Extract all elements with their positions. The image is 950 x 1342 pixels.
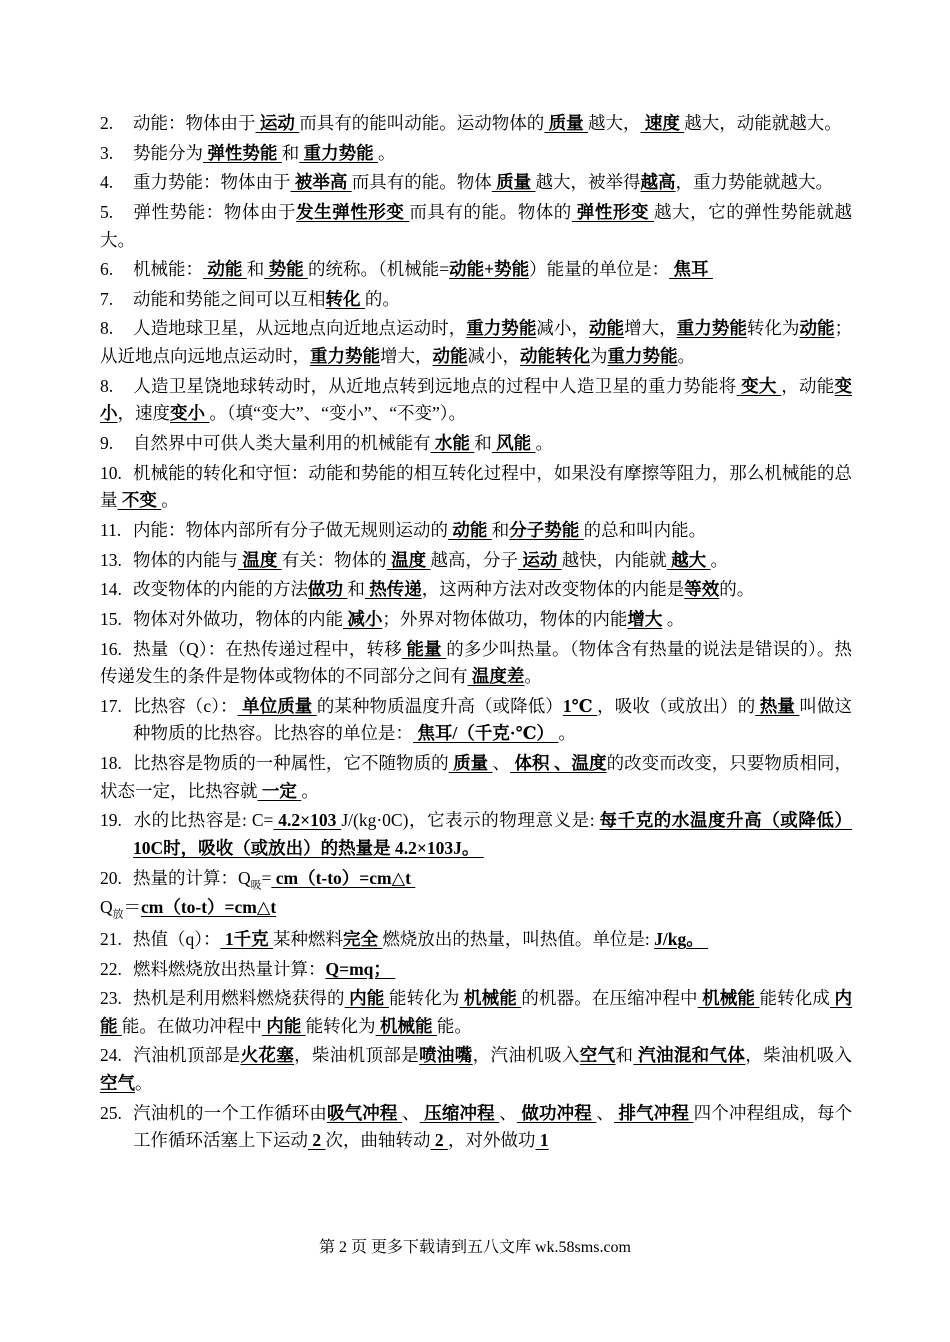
text-run: 汽油机的一个工作循环由 — [133, 1102, 328, 1123]
text-run: 。 — [378, 142, 396, 163]
list-item — [100, 985, 852, 1040]
text-run: 越快，内能就 — [561, 549, 667, 570]
item-number: 8. — [100, 318, 114, 339]
answer-blank: 变小 — [100, 375, 853, 424]
text-run: 的改变而改变，只要物质相同，状态一定，比热容就 — [100, 753, 853, 801]
list-item — [100, 606, 852, 634]
answer-blank: 重力势能 — [607, 346, 678, 367]
text-run: ，柴油机吸入 — [745, 1045, 853, 1066]
answer-blank: 动能 — [448, 519, 492, 540]
answer-blank: 温度 — [386, 549, 431, 570]
text-run: 的统称。（机械能= — [308, 259, 450, 280]
answer-blank: 质量 — [448, 753, 493, 774]
answer-blank: 弹性形变 — [571, 201, 654, 222]
item-number: 2. — [100, 113, 114, 133]
answer-blank: 动能 — [432, 346, 468, 367]
answer-blank: 热传递 — [364, 579, 422, 600]
text-run: ）能量的单位是： — [529, 259, 670, 280]
text-run: 。 — [161, 490, 179, 511]
text-run: ；外界对物体做功，物体的内能 — [382, 608, 628, 629]
answer-blank: 吸气冲程 — [327, 1102, 403, 1123]
text-run: ，吸收（或放出）的 — [597, 695, 756, 716]
text-run: ，对外做功 — [448, 1130, 536, 1151]
answer-blank: 火花塞 — [240, 1045, 295, 1066]
text-run: 四个冲程组成，每个工作循环活塞上下运动 — [133, 1102, 853, 1151]
answer-blank: 1千克 — [220, 928, 273, 949]
text-run: 物体的内能与 — [133, 549, 238, 570]
text-run: 某种燃料 — [273, 928, 343, 949]
text-run: 能转化为 — [388, 988, 460, 1009]
list-item — [100, 256, 852, 284]
text-run: 越大，被举得 — [535, 172, 641, 193]
text-run: ，速度 — [117, 403, 170, 424]
text-run: 和 — [347, 579, 365, 600]
text-run: 的。 — [364, 288, 400, 309]
text-run: 的多少叫热量。（物体含有热量的说法是错误的）。热传递发生的条件是物体或物体的不同部分之间有 — [100, 638, 853, 687]
answer-blank: 质量 — [491, 172, 536, 193]
answer-blank: 内能 — [100, 988, 853, 1036]
answer-blank: 压缩冲程 — [419, 1102, 500, 1123]
text-run: 、 — [492, 753, 511, 774]
text-run: 的机器。在压缩冲程中 — [521, 988, 698, 1009]
item-number: 14. — [100, 579, 122, 600]
answer-blank: 动能 — [799, 318, 835, 339]
answer-blank: 1℃ — [562, 695, 598, 716]
text-run: 动能和势能之间可以互相 — [133, 288, 326, 309]
text-run: 机械能的转化和守恒：动能和势能的相互转化过程中，如果没有摩擦等阻力，那么机械能的总量 — [100, 462, 852, 511]
list-item — [100, 807, 852, 862]
text-run: ，重力势能就越大。 — [675, 172, 833, 193]
text-run: 增大， — [624, 318, 677, 339]
answer-blank: 排气冲程 — [614, 1102, 694, 1123]
answer-blank: 重力势能 — [466, 318, 537, 339]
text-run: 的总和叫内能。 — [583, 519, 707, 540]
text-run: 和 — [281, 142, 300, 163]
answer-blank: 机械能 — [375, 1015, 437, 1036]
text-run: 。 — [662, 608, 685, 629]
answer-blank: 势能 — [264, 259, 308, 280]
text-run: 汽油机顶部是 — [133, 1045, 241, 1066]
text-run: ，汽油机吸入 — [472, 1045, 580, 1066]
text-run: 动能：物体由于 — [133, 113, 256, 133]
list-item — [100, 750, 852, 805]
text-run: 能转化为 — [305, 1015, 376, 1036]
answer-blank: 焦耳/（千克·℃） — [413, 723, 559, 744]
text-run: 人造地球卫星，从远地点向近地点运动时， — [133, 318, 467, 339]
text-run: 有关：物体的 — [281, 549, 387, 570]
answer-blank: 汽油混和气体 — [633, 1045, 746, 1066]
answer-blank: 内能 — [261, 1015, 306, 1036]
text-run: 吸 — [250, 879, 262, 892]
page-footer: 第 2 页 更多下载请到五八文库 wk.58sms.com — [318, 1238, 631, 1256]
text-run: ；从近地点向远地点运动时， — [100, 318, 853, 367]
answer-blank: 质量 — [544, 113, 588, 133]
text-run: 比热容（c）： — [133, 695, 238, 716]
item-number: 4. — [100, 172, 114, 193]
list-item — [100, 430, 852, 458]
item-number: 16. — [100, 638, 122, 659]
text-run: 减小， — [536, 318, 590, 339]
answer-blank: 单位质量 — [237, 695, 317, 716]
text-run: 而具有的能叫动能。运动物体的 — [299, 113, 545, 133]
answer-blank: 每千克的水温度升高（或降低）10C时，吸收（或放出）的热量是 4.2×103J。 — [133, 810, 852, 859]
answer-blank: 等效 — [684, 579, 720, 600]
answer-blank: 速度 — [640, 113, 685, 133]
answer-blank: 发生弹性形变 — [296, 201, 410, 222]
list-item — [100, 517, 852, 545]
answer-blank: 变大 — [736, 375, 782, 396]
text-run: 和 — [246, 259, 265, 280]
text-run: 。（填“变大”、“变小”、“不变”）。 — [209, 403, 466, 424]
list-item — [100, 169, 852, 197]
text-run: Q — [100, 897, 113, 918]
text-run: 热值（q）： — [133, 928, 221, 949]
text-run: 自然界中可供人类大量利用的机械能有 — [133, 433, 431, 454]
answer-blank: 水能 — [430, 433, 475, 454]
list-item — [100, 199, 852, 254]
text-run: 。 — [135, 1073, 153, 1094]
list-item — [100, 926, 852, 954]
text-run: 减小， — [467, 346, 520, 367]
item-number: 8. — [100, 375, 114, 396]
text-run: 的。 — [719, 579, 755, 600]
item-number: 25. — [100, 1102, 122, 1123]
answer-blank: 动能+势能 — [449, 259, 530, 280]
text-run: 热量（Q）：在热传递过程中，转移 — [133, 638, 402, 659]
text-run: ，柴油机顶部是 — [294, 1045, 420, 1066]
text-run: ，这两种方法对改变物体的内能是 — [421, 579, 685, 600]
text-run: 越高，分子 — [430, 549, 518, 570]
answer-blank: 热量 — [755, 695, 800, 716]
answer-blank: 运动 — [518, 549, 562, 570]
list-item — [100, 1100, 852, 1155]
item-number: 23. — [100, 988, 122, 1009]
text-run: 、 — [499, 1102, 517, 1123]
answer-blank: 完全 — [343, 928, 383, 949]
item-number: 17. — [100, 695, 122, 716]
answer-blank: 分子势能 — [509, 519, 584, 540]
text-run: 机械能： — [133, 259, 203, 280]
answer-blank: 空气 — [100, 1073, 135, 1094]
item-number: 19. — [100, 810, 122, 831]
text-run: 热量的计算：Q — [133, 867, 251, 888]
item-number: 10. — [100, 462, 122, 483]
text-run: 越大，它的弹性势能就越大。 — [100, 201, 853, 250]
answer-blank: 变小 — [170, 403, 210, 424]
text-run: 燃料燃烧放出热量计算： — [133, 958, 326, 979]
answer-blank: 越大 — [666, 549, 711, 570]
text-run: 和 — [491, 519, 510, 540]
text-run: 越大，动能就越大。 — [684, 113, 842, 133]
item-number: 11. — [100, 519, 122, 540]
list-item — [100, 547, 852, 575]
answer-blank: 内能 — [344, 988, 389, 1009]
item-number: 15. — [100, 608, 122, 629]
text-run: 燃烧放出的热量，叫热值。单位是: — [382, 928, 655, 949]
text-run: 增大， — [380, 346, 433, 367]
answer-blank: cm（t-to）=cm△t — [271, 867, 416, 888]
text-run: 改变物体的内能的方法 — [133, 579, 308, 600]
text-run: 水的比热容是: C= — [133, 810, 274, 831]
answer-blank: 4.2×103 — [273, 810, 342, 831]
item-number: 22. — [100, 958, 122, 979]
answer-blank: 温度 — [238, 549, 282, 570]
text-run: 放 — [112, 908, 124, 921]
answer-blank: 焦耳 — [669, 259, 713, 280]
text-run: 势能分为 — [133, 142, 203, 163]
item-number: 20. — [100, 867, 122, 888]
text-run: 人造卫星饶地球转动时，从近地点转到远地点的过程中人造卫星的重力势能将 — [133, 375, 737, 396]
text-run: = — [261, 867, 272, 888]
list-item — [100, 693, 852, 748]
answer-blank: 被举高 — [290, 172, 352, 193]
answer-blank: Q=mq； — [325, 958, 396, 979]
answer-blank: 增大 — [627, 608, 663, 629]
answer-blank: 越高 — [640, 172, 676, 193]
item-number: 3. — [100, 142, 114, 163]
text-run: 而具有的能。物体的 — [409, 201, 572, 222]
answer-blank: cm（to-t）=cm△t — [140, 897, 277, 918]
answer-blank: 机械能 — [697, 988, 760, 1009]
list-item — [100, 1042, 852, 1097]
answer-blank: 喷油嘴 — [419, 1045, 473, 1066]
answer-blank: 体积 、温度 — [510, 753, 607, 774]
item-number: 9. — [100, 433, 114, 454]
list-item — [100, 373, 852, 428]
text-run: 内能：物体内部所有分子做无规则运动的 — [133, 519, 448, 540]
text-run: 能转化成 — [759, 988, 831, 1009]
answer-blank: 机械能 — [459, 988, 522, 1009]
item-number: 6. — [100, 259, 114, 280]
text-run: 物体对外做功，物体的内能 — [133, 608, 343, 629]
text-run: 和 — [615, 1045, 634, 1066]
list-item — [100, 956, 852, 984]
item-number: 7. — [100, 288, 114, 309]
text-run: 为 — [590, 346, 608, 367]
text-run: ＝ — [123, 897, 141, 918]
list-item — [100, 460, 852, 515]
answer-blank: 2 — [430, 1130, 448, 1151]
text-run: 。 — [524, 666, 542, 687]
answer-blank: 不变 — [117, 490, 162, 511]
text-run: 。 — [710, 549, 728, 570]
answer-blank: 重力势能 — [299, 142, 378, 163]
text-run: 。 — [301, 780, 319, 801]
text-run: 和 — [474, 433, 492, 454]
answer-blank: 做功冲程 — [516, 1102, 597, 1123]
list-item — [100, 110, 852, 138]
text-run: 。 — [558, 723, 576, 744]
answer-blank: 做功 — [308, 579, 348, 600]
answer-blank: 减小 — [343, 608, 383, 629]
answer-blank: 温度差 — [467, 666, 525, 687]
list-item — [100, 315, 852, 370]
text-run: 叫做这种物质的比热容。比热容的单位是： — [133, 695, 853, 744]
text-run: J/(kg·0C)，它表示的物理意义是: — [341, 810, 600, 831]
answer-blank: 能量 — [401, 638, 447, 659]
text-run: 的某种物质温度升高（或降低） — [316, 695, 563, 716]
item-number: 18. — [100, 753, 122, 774]
text-run: 弹性势能：物体由于 — [133, 201, 297, 222]
answer-blank: 风能 — [491, 433, 536, 454]
text-run: 越大， — [588, 113, 641, 133]
list-item — [100, 576, 852, 604]
answer-blank: 动能 — [589, 318, 625, 339]
answer-blank: 1 — [535, 1130, 549, 1151]
text-run: 比热容是物质的一种属性，它不随物质的 — [133, 753, 449, 774]
items-list — [100, 110, 852, 1155]
answer-blank: 弹性势能 — [203, 142, 282, 163]
item-number: 13. — [100, 549, 122, 570]
text-run: ，动能 — [781, 375, 835, 396]
answer-blank: 一定 — [257, 780, 302, 801]
answer-blank: 动能转化 — [520, 346, 590, 367]
text-run: 能。 — [436, 1015, 472, 1036]
text-run: 而具有的能。物体 — [351, 172, 492, 193]
text-run: 。 — [677, 346, 695, 367]
text-run: 次，曲轴转动 — [325, 1130, 431, 1151]
answer-blank: 重力势能 — [676, 318, 747, 339]
text-run: 。 — [535, 433, 553, 454]
text-run: 热机是利用燃料燃烧获得的 — [133, 988, 345, 1009]
answer-blank: 运动 — [255, 113, 300, 133]
list-item — [100, 140, 852, 168]
list-item — [100, 865, 852, 924]
item-number: 24. — [100, 1045, 122, 1066]
list-item — [100, 286, 852, 314]
text-run: 、 — [402, 1102, 420, 1123]
answer-blank: 2 — [308, 1130, 326, 1151]
answer-blank: J/kg。 — [654, 928, 709, 949]
text-run: 能。在做功冲程中 — [121, 1015, 262, 1036]
text-run: 转化为 — [746, 318, 800, 339]
list-item — [100, 636, 852, 691]
answer-blank: 重力势能 — [310, 346, 380, 367]
item-number: 5. — [100, 201, 114, 222]
answer-blank: 转化 — [325, 288, 365, 309]
answer-blank: 空气 — [579, 1045, 616, 1066]
item-number: 21. — [100, 928, 122, 949]
text-run: 、 — [596, 1102, 615, 1123]
answer-blank: 动能 — [203, 259, 247, 280]
text-run: 重力势能：物体由于 — [133, 172, 291, 193]
